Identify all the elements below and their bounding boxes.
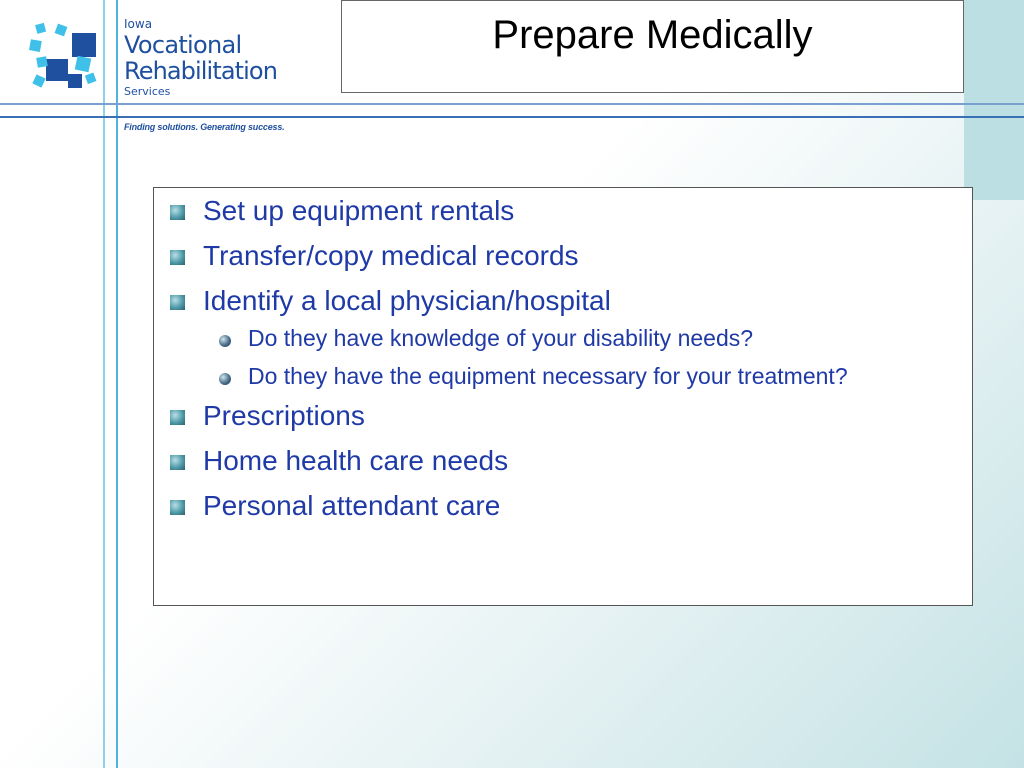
round-bullet-icon (219, 373, 231, 385)
square-bullet-icon (170, 455, 185, 470)
bullet-list (154, 194, 972, 534)
logo-services-text: Services (124, 85, 171, 98)
corner-accent-panel (964, 0, 1024, 200)
bullet-item (154, 399, 972, 433)
logo-squares-icon (28, 22, 102, 94)
square-bullet-icon (170, 250, 185, 265)
square-bullet-icon (170, 410, 185, 425)
bullet-item (154, 489, 972, 523)
logo-state-text: Iowa (124, 17, 153, 31)
slide-title: Prepare Medically (492, 13, 813, 57)
bullet-text: Prescriptions (203, 400, 365, 431)
bullet-item (154, 194, 972, 228)
bullet-text: Home health care needs (203, 445, 509, 476)
content-box (153, 187, 973, 606)
sub-bullet-item (154, 362, 972, 391)
logo-vocational-text: Vocational (124, 31, 242, 59)
sub-bullet-text: Do they have the equipment necessary for your treatment? (248, 363, 848, 389)
title-box (341, 0, 964, 93)
bullet-text: Transfer/copy medical records (203, 240, 579, 271)
tagline: Finding solutions. Generating success. (124, 122, 285, 132)
round-bullet-icon (219, 335, 231, 347)
logo-rehabilitation-text: Rehabilitation (124, 57, 278, 85)
bullet-text: Personal attendant care (203, 490, 501, 521)
bullet-item (154, 444, 972, 478)
horizontal-rule (0, 116, 1024, 118)
bullet-item (154, 284, 972, 318)
sub-bullet-text: Do they have knowledge of your disability needs? (248, 325, 754, 351)
bullet-item (154, 239, 972, 273)
square-bullet-icon (170, 205, 185, 220)
sub-bullet-item (154, 324, 972, 353)
square-bullet-icon (170, 500, 185, 515)
square-bullet-icon (170, 295, 185, 310)
horizontal-rule-light (0, 103, 1024, 105)
bullet-text: Identify a local physician/hospital (203, 285, 611, 316)
bullet-text: Set up equipment rentals (203, 195, 515, 226)
